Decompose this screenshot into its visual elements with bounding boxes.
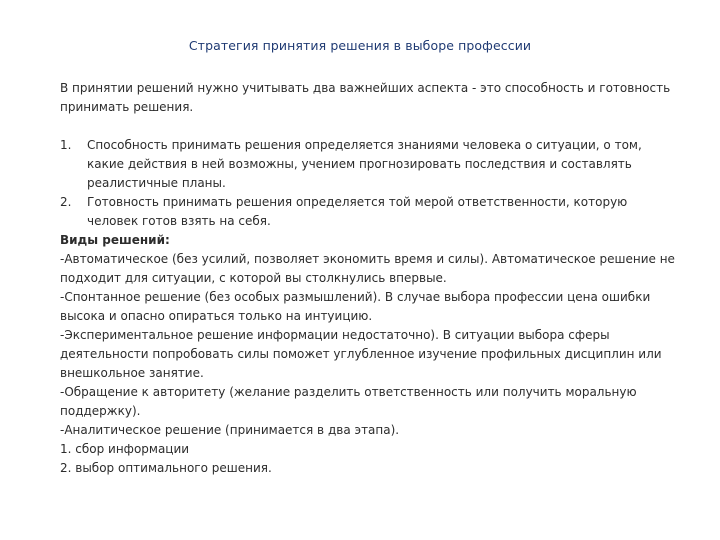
type-line: -Автоматическое (без усилий, позволяет экономить время и силы). Автоматическое решение не подходит для ситуации, с которой вы столкнулись впервые. bbox=[60, 252, 675, 285]
type-line: -Обращение к авторитету (желание разделить ответственность или получить моральную поддержку). bbox=[60, 385, 637, 418]
type-line: -Аналитическое решение (принимается в два этапа). bbox=[60, 423, 400, 437]
step-line: 1. сбор информации bbox=[60, 442, 190, 456]
slide-title: Стратегия принятия решения в выборе профессии bbox=[188, 38, 532, 53]
list-item-number: 1. bbox=[60, 138, 72, 152]
list-item-text: Способность принимать решения определяется знаниями человека о ситуации, о том, какие действия в ней возможны, учением прогнозировать последствия и составлять реалистичные планы. bbox=[87, 138, 642, 190]
types-heading: Виды решений: bbox=[60, 233, 170, 247]
list-item-text: Готовность принимать решения определяется той мерой ответственности, которую человек готов взять на себя. bbox=[87, 195, 628, 228]
type-line: -Спонтанное решение (без особых размышлений). В случае выбора профессии цена ошибки высока и опасно опираться только на интуицию. bbox=[60, 290, 651, 323]
intro-paragraph: В принятии решений нужно учитывать два важнейших аспекта - это способность и готовность принимать решения. bbox=[60, 81, 671, 114]
numbered-list bbox=[60, 136, 680, 231]
type-line: -Экспериментальное решение информации недостаточно). В ситуации выбора сферы деятельности попробовать силы поможет углубленное изучение профильных дисциплин или внешкольное занятие. bbox=[60, 328, 662, 380]
list-item bbox=[60, 193, 680, 231]
list-item-number: 2. bbox=[60, 195, 72, 209]
slide-body bbox=[60, 79, 680, 478]
list-item bbox=[60, 136, 680, 193]
step-line: 2. выбор оптимального решения. bbox=[60, 461, 272, 475]
